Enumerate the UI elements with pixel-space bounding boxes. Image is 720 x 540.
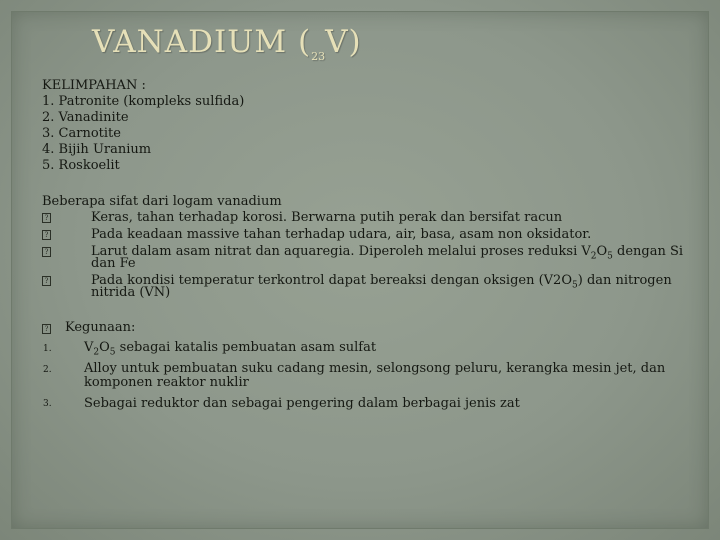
kelimpahan-heading: KELIMPAHAN : bbox=[42, 78, 146, 93]
kegunaan-num-3: 3. bbox=[43, 399, 52, 409]
kegunaan-heading: Kegunaan: bbox=[65, 320, 136, 335]
bullet-icon: ? bbox=[42, 213, 51, 223]
kelimpahan-item-5: 5. Roskoelit bbox=[42, 158, 120, 173]
bullet-icon: ? bbox=[42, 230, 51, 240]
kelimpahan-item-4: 4. Bijih Uranium bbox=[42, 142, 152, 157]
sifat-line-3: Larut dalam asam nitrat dan aquaregia. Diperoleh melalui proses reduksi $V_2O_5$ dengan Si bbox=[91, 244, 684, 262]
sifat-line-3-cont: dan Fe bbox=[91, 256, 136, 271]
sifat-line-4: Pada kondisi temperatur terkontrol dapat bereaksi dengan oksigen $(V2O_5)$ dan nitrogen bbox=[91, 273, 672, 291]
bullet-icon: ? bbox=[42, 276, 51, 286]
sifat-line-4-cont: nitrida (VN) bbox=[91, 285, 171, 300]
kegunaan-item-2-cont: komponen reaktor nuklir bbox=[84, 375, 249, 390]
kegunaan-num-1: 1. bbox=[43, 344, 52, 354]
kelimpahan-item-3: 3. Carnotite bbox=[42, 126, 121, 141]
sifat-line-2: Pada keadaan massive tahan terhadap udara, air, basa, asam non oksidator. bbox=[91, 227, 592, 242]
kelimpahan-item-1: 1. Patronite (kompleks sulfida) bbox=[42, 94, 245, 109]
sifat-line-1: Keras, tahan terhadap korosi. Berwarna putih perak dan bersifat racun bbox=[91, 210, 563, 225]
kegunaan-item-2: Alloy untuk pembuatan suku cadang mesin, selongsong peluru, kerangka mesin jet, dan bbox=[84, 361, 666, 376]
kelimpahan-item-2: 2. Vanadinite bbox=[42, 110, 129, 125]
bullet-icon: ? bbox=[42, 247, 51, 257]
slide-title: VANADIUM $(_{23}V)$ bbox=[92, 24, 362, 63]
kegunaan-item-1: $V_2O_5$ sebagai katalis pembuatan asam sulfat bbox=[84, 340, 377, 358]
kegunaan-item-3: Sebagai reduktor dan sebagai pengering dalam berbagai jenis zat bbox=[84, 396, 520, 411]
kegunaan-num-2: 2. bbox=[43, 365, 52, 375]
bullet-icon: ? bbox=[42, 324, 51, 334]
sifat-heading: Beberapa sifat dari logam vanadium bbox=[42, 194, 282, 209]
